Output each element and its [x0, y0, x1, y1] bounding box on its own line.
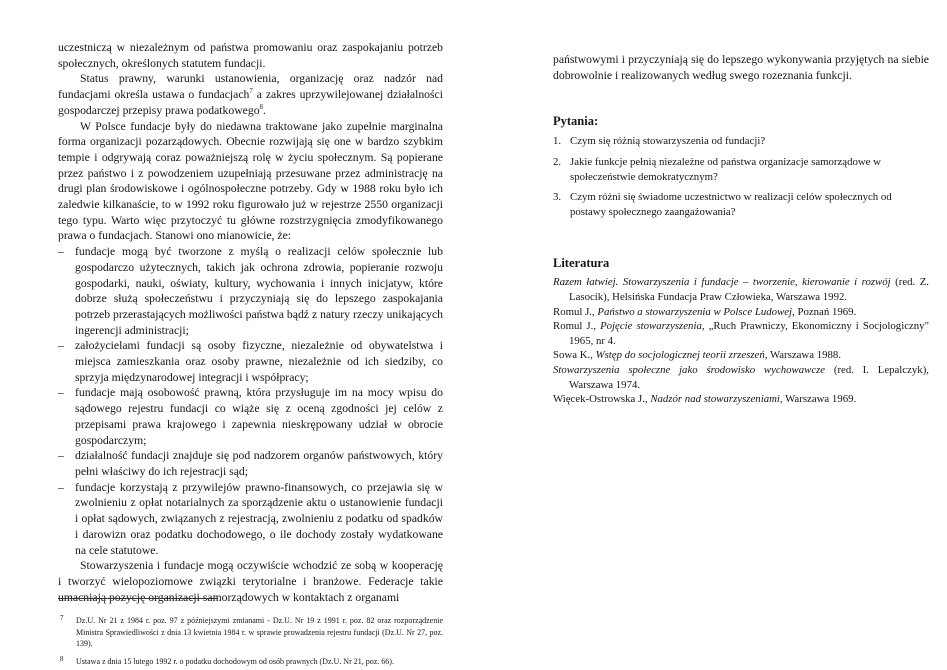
reference-item: [553, 275, 929, 304]
list-item: – działalność fundacji znajduje się pod nadzorem organów państwowych, który pełni właściwy do ich rejestracji sąd;: [58, 448, 443, 479]
reference-item: [553, 348, 929, 363]
question-number: 3.: [553, 191, 562, 204]
footnotes: [58, 598, 443, 667]
question-number: 2.: [553, 156, 562, 168]
reference-author: Sowa K.,: [553, 349, 596, 362]
literature-heading: Literatura: [553, 256, 610, 271]
footnote-ref-7[interactable]: 7: [249, 87, 253, 96]
footnote-text: Dz.U. Nr 21 z 1984 r. poz. 97 z późniejszymi zmianami - Dz.U. Nr 19 z 1991 r. poz. 82 oraz rozporządzenie Ministra Sprawiedliwości z dnia 13 kwietnia 1984 r. w sprawie prowadzenia rejestru fundacji (Dz.U. Nr 27, poz. 139).: [76, 616, 443, 648]
left-page-body: [58, 40, 443, 605]
reference-title: Stowarzyszenia społeczne jako środowisko wychowawcze: [553, 363, 826, 376]
paragraph-2-part-b: a zakres uprzywilejowanej działalności gospodarczej przepisy prawa podatkowego: [58, 88, 443, 117]
reference-details: (red. I. Lepalczyk), Warszawa 1974.: [569, 363, 929, 391]
reference-author: Romul J.,: [553, 305, 598, 318]
question-text: Czym różni się świadome uczestnictwo w realizacji celów społecznych od postawy społecznego zaangażowania?: [570, 191, 892, 218]
questions-heading: Pytania:: [553, 114, 599, 129]
reference-details: , Poznań 1969.: [792, 305, 857, 318]
references-list: [553, 275, 929, 406]
reference-details: , Warszawa 1988.: [764, 349, 842, 362]
reference-title: Państwo a stowarzyszenia w Polsce Ludowej: [597, 305, 793, 318]
paragraph-2-part-a: Status prawny, warunki ustanowienia, organizację oraz nadzór nad fundacjami określa ustawa o fundacjach: [58, 72, 443, 102]
right-page-body: [553, 52, 929, 407]
question-item: [553, 155, 929, 184]
footnote-text: Ustawa z dnia 15 lutego 1992 r. o podatku dochodowym od osób prawnych (Dz.U. Nr 21, poz. 66).: [76, 656, 394, 666]
reference-item: [553, 319, 929, 348]
footnote-number: 7: [60, 614, 64, 622]
list-item: – założycielami fundacji są osoby fizyczne, niezależnie od obywatelstwa i miejsca zamieszkania oraz osoby prawne, niezależnie od ich siedziby, co sprzyja międzynarodowej integracji i współpracy;: [58, 338, 443, 385]
paragraph-1: uczestniczą w niezależnym od państwa promowaniu oraz zaspokajaniu potrzeb społecznych, określonych statutem fundacji.: [58, 41, 443, 70]
paragraph-2-part-c: .: [263, 103, 266, 117]
right-page: [474, 0, 947, 670]
reference-details: (red. Z. Lasocik), Helsińska Fundacja Praw Człowieka, Warszawa 1992.: [569, 276, 929, 303]
paragraph-3: W Polsce fundacje były do niedawna traktowane jako zupełnie marginalna forma organizacji pozarządowych. Obecnie rozwijają się one w bardzo szybkim tempie i odgrywają coraz poważniejszą rolę w życiu społecznym. Są popierane przez państwo i z powodzeniem uzupełniają przesuwane przez administrację na drugi plan środowiskowe i ogólnospołeczne potrzeby. Gdy w 1988 roku było ich zaledwie kilkanaście, to w 1992 roku figurowało już w rejestrze 2550 organizacji tego typu. Warto więc przytoczyć tu główne rozstrzygnięcia zmodyfikowanego prawa o fundacjach. Stanowi ono mianowicie, że:: [58, 119, 443, 243]
paragraph-2: [58, 71, 443, 118]
footnote-number: 8: [60, 654, 64, 663]
question-text: Czym się różnią stowarzyszenia od fundacji?: [570, 135, 766, 148]
reference-title: Razem łatwiej. Stowarzyszenia i fundacje – tworzenie, kierowanie i rozwój: [553, 276, 891, 289]
footnote-8: [58, 656, 443, 668]
reference-item: [553, 363, 929, 392]
reference-item: [553, 392, 929, 407]
reference-details: , „Ruch Prawniczy, Ekonomiczny i Socjologiczny" 1965, nr 4.: [569, 320, 929, 347]
reference-title: Nadzór nad stowarzyszeniami: [650, 393, 780, 406]
continuation-paragraph: państwowymi i przyczyniają się do lepszego wykonywania przyjętych na siebie dobrowolnie i realizowanych według swego rozeznania funkcji.: [553, 53, 929, 82]
provisions-list: [58, 244, 443, 558]
reference-item: [553, 305, 929, 320]
list-item: – fundacje mają osobowość prawną, która przysługuje im na mocy wpisu do sądowego rejestru fundacji co wiąże się z oceną zgodności jej celów z przepisami prawa krajowego i zapewnia nieskrępowany udział w obrocie gospodarczym;: [58, 385, 443, 448]
reference-title: Pojęcie stowarzyszenia: [600, 320, 702, 333]
list-item: – fundacje korzystają z przywilejów prawno-finansowych, co przejawia się w zwolnieniu z opłat notarialnych za sporządzenie aktu o ustanowienie fundacji i opłat sądowych, związanych z rejestracją, zwolnieniu z podatku od spadków i darowizn oraz podatku dochodowego, o ile dochody zostały wydatkowane na cele statutowe.: [58, 480, 443, 559]
question-item: [553, 190, 929, 219]
paragraph-4: Stowarzyszenia i fundacje mogą oczywiście wchodzić ze sobą w kooperację i tworzyć wielopoziomowe związki terytorialne i branżowe. Federacje takie umacniają pozycję organizacji samorządowych w kontaktach z organami: [58, 559, 443, 604]
footnote-7: [58, 615, 443, 650]
list-item: – fundacje mogą być tworzone z myślą o realizacji celów społecznie lub gospodarczo użytecznych, takich jak ochrona zdrowia, popieranie rozwoju gospodarki, nauki, oświaty, kultury, wychowania i innych inicjatyw, które dobrze służą społeczeństwu i przyczyniają się do lepszego zaspokajania potrzeb przerastających możliwości państwa bądź z natury rzeczy unikających ingerencji administracji;: [58, 244, 443, 338]
footnote-ref-8[interactable]: 8: [259, 102, 264, 111]
question-item: [553, 134, 929, 149]
left-page: [0, 0, 470, 670]
question-text: Jakie funkcje pełnią niezależne od państwa organizacje samorządowe w społeczeństwie demokratycznym?: [570, 156, 881, 183]
questions-list: [553, 134, 929, 219]
reference-details: , Warszawa 1969.: [779, 393, 857, 406]
question-number: 1.: [553, 135, 562, 148]
reference-title: Wstęp do socjologicznej teorii zrzeszeń: [595, 349, 765, 362]
reference-author: Więcek-Ostrowska J.,: [553, 393, 651, 406]
footnote-divider: [58, 598, 218, 599]
reference-author: Romul J.,: [553, 320, 601, 333]
